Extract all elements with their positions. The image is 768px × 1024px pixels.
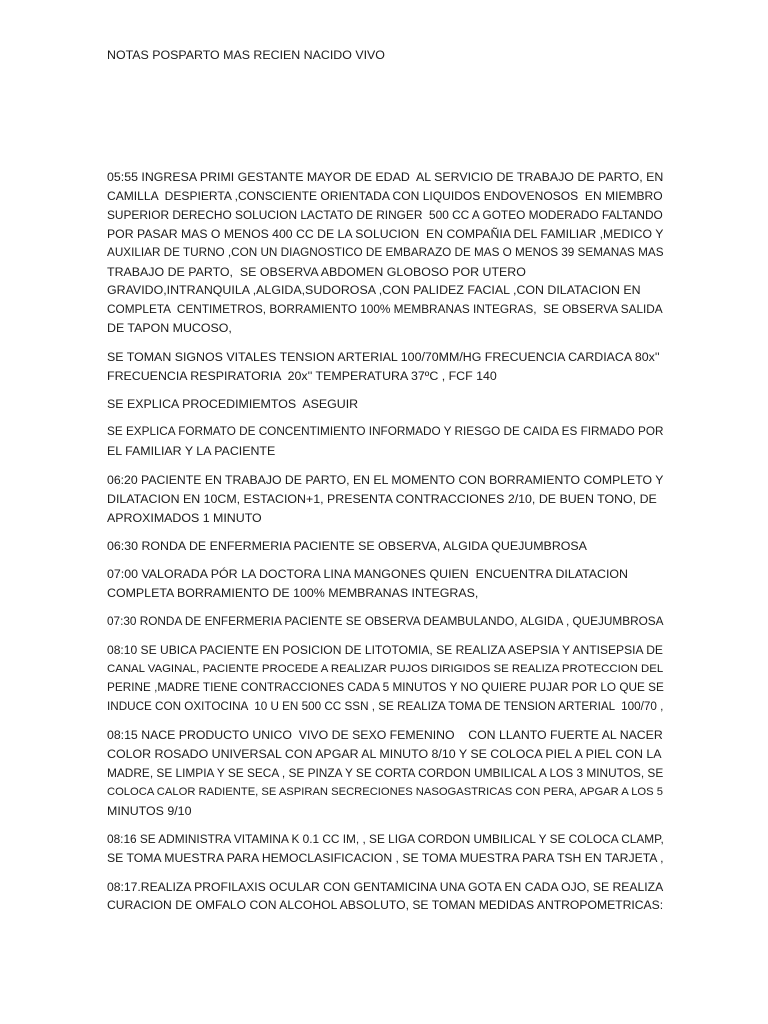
note-line: CANAL VAGINAL, PACIENTE PROCEDE A REALIZAR PUJOS DIRIGIDOS SE REALIZA PROTECCION DEL: [107, 662, 664, 675]
note-line: COLOR ROSADO UNIVERSAL CON APGAR AL MINUTO 8/10 Y SE COLOCA PIEL A PIEL CON LA: [107, 747, 662, 762]
note-paragraph: [107, 537, 663, 556]
note-line: 08:17.REALIZA PROFILAXIS OCULAR CON GENTAMICINA UNA GOTA EN CADA OJO, SE REALIZA: [107, 879, 664, 894]
note-line: TRABAJO DE PARTO, SE OBSERVA ABDOMEN GLOBOSO POR UTERO: [107, 264, 526, 279]
note-line: MINUTOS 9/10: [107, 803, 192, 818]
document-title: NOTAS POSPARTO MAS RECIEN NACIDO VIVO: [107, 48, 385, 62]
note-line: DE TAPON MUCOSO,: [107, 321, 232, 336]
note-paragraph: [107, 565, 663, 603]
note-paragraph: [107, 168, 663, 338]
note-paragraph: [107, 471, 663, 528]
note-line: COLOCA CALOR RADIENTE, SE ASPIRAN SECRECIONES NASOGASTRICAS CON PERA, APGAR A LOS 5: [107, 785, 663, 798]
note-line: 07:30 RONDA DE ENFERMERIA PACIENTE SE OBSERVA DEAMBULANDO, ALGIDA , QUEJUMBROSA: [107, 614, 664, 628]
note-line: 08:16 SE ADMINISTRA VITAMINA K 0.1 CC IM, , SE LIGA CORDON UMBILICAL Y SE COLOCA CLAMP,: [107, 832, 664, 847]
note-line: POR PASAR MAS O MENOS 400 CC DE LA SOLUCION EN COMPAÑIA DEL FAMILIAR ,MEDICO Y: [107, 226, 664, 241]
note-line: 07:00 VALORADA PÓR LA DOCTORA LINA MANGONES QUIEN ENCUENTRA DILATACION: [107, 567, 629, 582]
note-line: 05:55 INGRESA PRIMI GESTANTE MAYOR DE EDAD AL SERVICIO DE TRABAJO DE PARTO, EN: [107, 170, 664, 184]
note-line: 08:10 SE UBICA PACIENTE EN POSICION DE LITOTOMIA, SE REALIZA ASEPSIA Y ANTISEPSIA DE: [107, 643, 663, 658]
note-line: CURACION DE OMFALO CON ALCOHOL ABSOLUTO, SE TOMAN MEDIDAS ANTROPOMETRICAS:: [107, 898, 664, 913]
note-line: 06:30 RONDA DE ENFERMERIA PACIENTE SE OBSERVA, ALGIDA QUEJUMBROSA: [107, 538, 587, 553]
note-paragraph: [107, 830, 663, 868]
note-line: SE TOMA MUESTRA PARA HEMOCLASIFICACION , SE TOMA MUESTRA PARA TSH EN TARJETA ,: [107, 851, 664, 866]
note-paragraph: [107, 613, 663, 632]
note-line: DILATACION EN 10CM, ESTACION+1, PRESENTA CONTRACCIONES 2/10, DE BUEN TONO, DE: [107, 491, 657, 506]
document-body: [107, 168, 663, 925]
note-line: FRECUENCIA RESPIRATORIA 20x'' TEMPERATURA 37ºC , FCF 140: [107, 368, 497, 383]
note-line: EL FAMILIAR Y LA PACIENTE: [107, 444, 276, 459]
note-paragraph: [107, 395, 663, 414]
note-line: PERINE ,MADRE TIENE CONTRACCIONES CADA 5 MINUTOS Y NO QUIERE PUJAR POR LO QUE SE: [107, 680, 664, 694]
note-line: MADRE, SE LIMPIA Y SE SECA , SE PINZA Y SE CORTA CORDON UMBILICAL A LOS 3 MINUTOS, SE: [107, 765, 664, 780]
note-paragraph: [107, 878, 663, 916]
note-line: COMPLETA CENTIMETROS, BORRAMIENTO 100% MEMBRANAS INTEGRAS, SE OBSERVA SALIDA: [107, 302, 663, 317]
note-line: 08:15 NACE PRODUCTO UNICO VIVO DE SEXO FEMENINO CON LLANTO FUERTE AL NACER: [107, 728, 663, 743]
note-line: CAMILLA DESPIERTA ,CONSCIENTE ORIENTADA CON LIQUIDOS ENDOVENOSOS EN MIEMBRO: [107, 188, 663, 203]
note-line: APROXIMADOS 1 MINUTO: [107, 510, 262, 525]
note-line: SUPERIOR DERECHO SOLUCION LACTATO DE RINGER 500 CC A GOTEO MODERADO FALTANDO: [107, 207, 663, 222]
note-paragraph: [107, 641, 663, 717]
note-line: COMPLETA BORRAMIENTO DE 100% MEMBRANAS INTEGRAS,: [107, 586, 479, 601]
note-line: AUXILIAR DE TURNO ,CON UN DIAGNOSTICO DE EMBARAZO DE MAS O MENOS 39 SEMANAS MAS: [107, 245, 664, 259]
note-paragraph: [107, 423, 663, 461]
note-line: INDUCE CON OXITOCINA 10 U EN 500 CC SSN , SE REALIZA TOMA DE TENSION ARTERIAL 100/70 ,: [107, 699, 664, 713]
note-line: SE EXPLICA FORMATO DE CONCENTIMIENTO INFORMADO Y RIESGO DE CAIDA ES FIRMADO POR: [107, 425, 664, 439]
note-paragraph: [107, 726, 663, 821]
note-line: SE TOMAN SIGNOS VITALES TENSION ARTERIAL 100/70MM/HG FRECUENCIA CARDIACA 80x'': [107, 349, 660, 364]
note-paragraph: [107, 348, 663, 386]
note-line: GRAVIDO,INTRANQUILA ,ALGIDA,SUDOROSA ,CON PALIDEZ FACIAL ,CON DILATACION EN: [107, 283, 641, 298]
note-line: SE EXPLICA PROCEDIMIEMTOS ASEGUIR: [107, 396, 359, 411]
note-line: 06:20 PACIENTE EN TRABAJO DE PARTO, EN EL MOMENTO CON BORRAMIENTO COMPLETO Y: [107, 472, 664, 487]
